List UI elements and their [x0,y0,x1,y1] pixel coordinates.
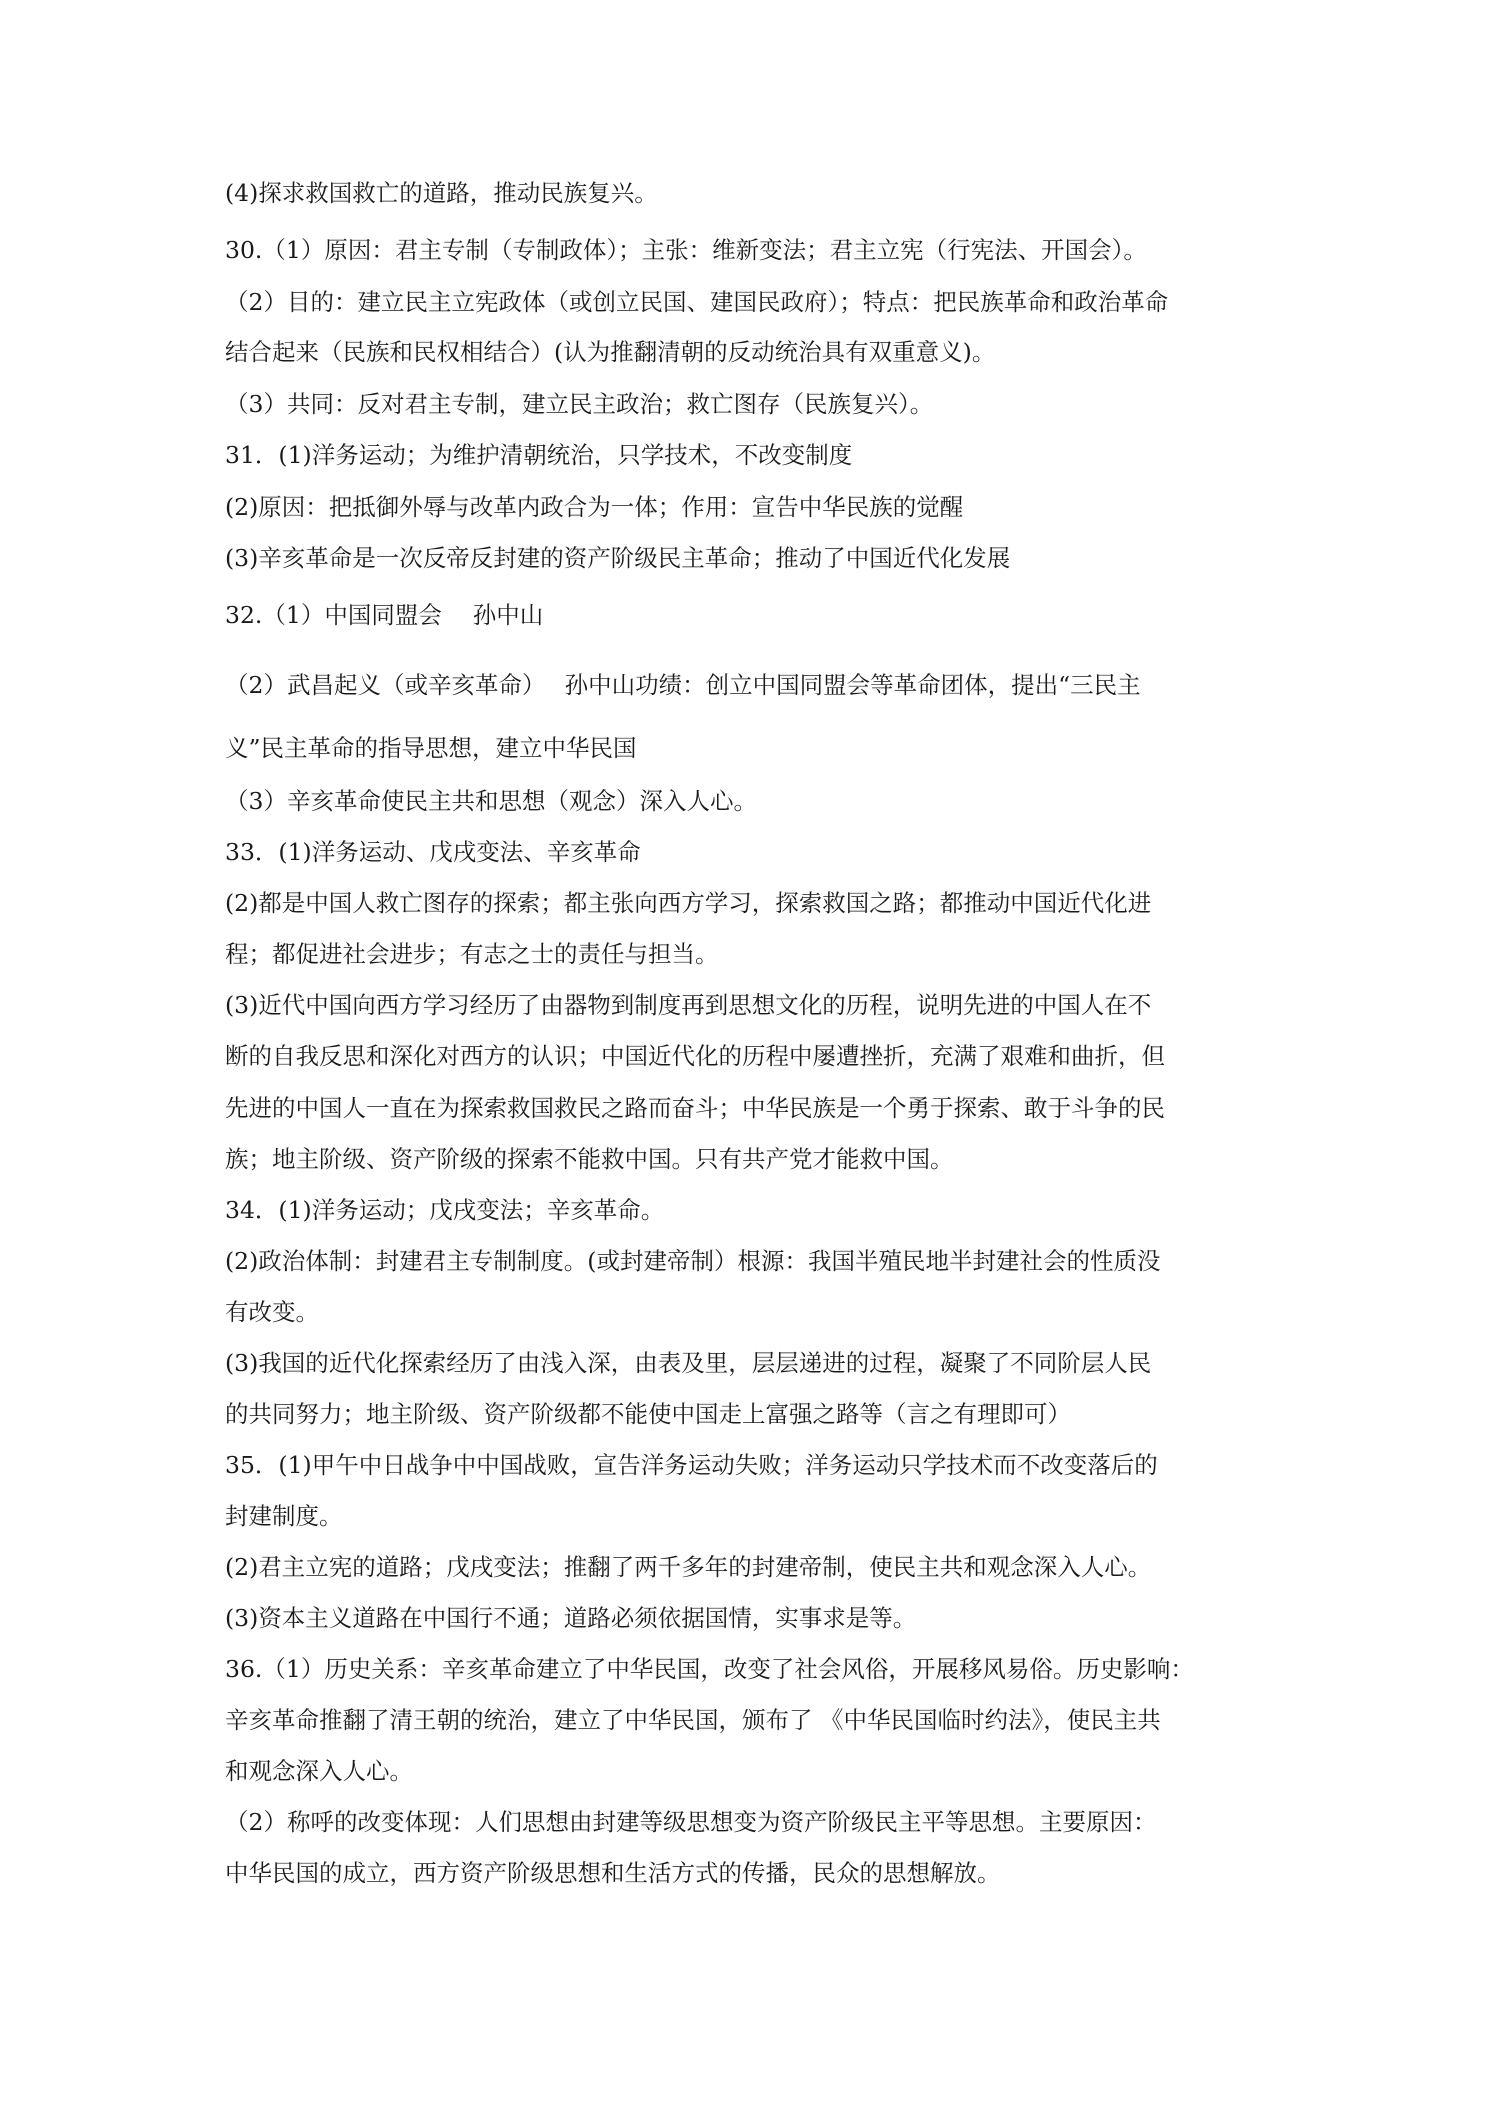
text-line: (2)原因：把抵御外辱与改革内政合为一体；作用：宣告中华民族的觉醒 [225,493,964,521]
text-line: 辛亥革命推翻了清王朝的统治，建立了中华民国，颁布了 《中华民国临时约法》，使民主共 [225,1706,1161,1734]
text-line: (3)辛亥革命是一次反帝反封建的资产阶级民主革命；推动了中国近代化发展 [225,544,1011,572]
text-line: 33．(1)洋务运动、戊戌变法、辛亥革命 [225,838,641,866]
text-line: 先进的中国人一直在为探索救国救民之路而奋斗；中华民族是一个勇于探索、敢于斗争的民 [225,1094,1165,1122]
text-line: 封建制度。 [225,1502,343,1530]
text-line: 中华民国的成立，西方资产阶级思想和生活方式的传播，民众的思想解放。 [225,1859,1001,1887]
text-line: (2)政治体制：封建君主专制制度。(或封建帝制）根源：我国半殖民地半封建社会的性质没 [225,1247,1161,1275]
text-line: 31．(1)洋务运动；为维护清朝统治，只学技术，不改变制度 [225,441,853,469]
text-line: 36.（1）历史关系：辛亥革命建立了中华民国，改变了社会风俗，开展移风易俗。历史影响： [225,1655,1194,1683]
text-line: (2)君主立宪的道路；戊戌变法；推翻了两千多年的封建帝制，使民主共和观念深入人心。 [225,1553,1152,1581]
text-line: (3)我国的近代化探索经历了由浅入深，由表及里，层层递进的过程，凝聚了不同阶层人民 [225,1349,1152,1377]
text-line: 族；地主阶级、资产阶级的探索不能救中国。只有共产党才能救中国。 [225,1145,954,1173]
text-line: (4)探求救国救亡的道路，推动民族复兴。 [225,179,658,207]
text-line: (3)资本主义道路在中国行不通；道路必须依据国情，实事求是等。 [225,1604,917,1632]
text-line: 34．(1)洋务运动；戊戌变法；辛亥革命。 [225,1196,665,1224]
text-line: 的共同努力；地主阶级、资产阶级都不能使中国走上富强之路等（言之有理即可） [225,1400,1071,1428]
text-line: 结合起来（民族和民权相结合）(认为推翻清朝的反动统治具有双重意义)。 [225,338,996,366]
text-line: (3)近代中国向西方学习经历了由器物到制度再到思想文化的历程，说明先进的中国人在不 [225,991,1152,1019]
text-line: （3）辛亥革命使民主共和思想（观念）深入人心。 [225,787,757,815]
text-line: 30.（1）原因：君主专制（专制政体）；主张：维新变法；君主立宪（行宪法、开国会）。 [225,236,1147,264]
text-line: （2）目的：建立民主立宪政体（或创立民国、建国民政府）；特点：把民族革命和政治革命 [225,288,1169,316]
text-line: 和观念深入人心。 [225,1757,413,1785]
text-line: (2)都是中国人救亡图存的探索；都主张向西方学习，探索救国之路；都推动中国近代化进 [225,889,1152,917]
text-line: （3）共同：反对君主专制，建立民主政治；救亡图存（民族复兴）。 [225,390,934,418]
text-line: 35．(1)甲午中日战争中中国战败，宣告洋务运动失败；洋务运动只学技术而不改变落后的 [225,1451,1158,1479]
text-line: 有改变。 [225,1298,319,1326]
text-line: 程；都促进社会进步；有志之士的责任与担当。 [225,940,719,968]
text-line: （2）称呼的改变体现：人们思想由封建等级思想变为资产阶级民主平等思想。主要原因： [225,1808,1157,1836]
text-line: 断的自我反思和深化对西方的认识；中国近代化的历程中屡遭挫折，充满了艰难和曲折，但 [225,1042,1165,1070]
text-line: 义”民主革命的指导思想，建立中华民国 [225,734,637,762]
text-line: 32.（1）中国同盟会 孙中山 [225,601,544,629]
text-line: （2）武昌起义（或辛亥革命） 孙中山功绩：创立中国同盟会等革命团体，提出“三民主 [225,671,1141,699]
